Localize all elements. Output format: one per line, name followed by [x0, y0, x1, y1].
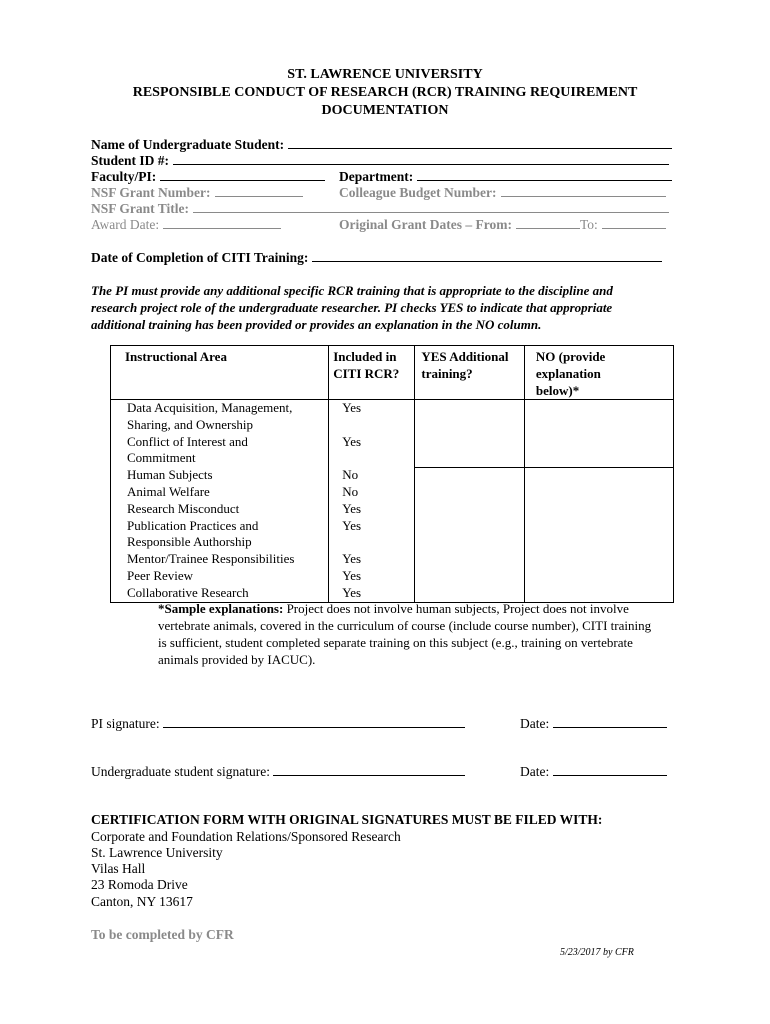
included-value: No	[342, 467, 359, 483]
faculty-label: Faculty/PI:	[91, 169, 157, 184]
areas-column	[111, 400, 329, 603]
student-date-line[interactable]	[553, 763, 667, 776]
header-included	[329, 346, 415, 400]
department-line[interactable]	[417, 168, 672, 181]
nsf-grant-title-label: NSF Grant Title:	[91, 201, 190, 216]
filing-heading: CERTIFICATION FORM WITH ORIGINAL SIGNATURES MUST BE FILED WITH:	[91, 812, 603, 827]
colleague-budget-label: Colleague Budget Number:	[339, 185, 497, 200]
no-column[interactable]	[524, 400, 673, 603]
sample-text: vertebrate animals, covered in the curriculum of course (include course number), CITI training	[158, 618, 652, 633]
rcr-training-table	[110, 345, 674, 603]
included-value: Yes	[342, 500, 362, 516]
header-instructional-area	[111, 346, 329, 400]
student-signature-field[interactable]	[91, 763, 465, 780]
table-header-row	[111, 346, 674, 400]
nsf-grant-title-line[interactable]	[193, 200, 669, 213]
student-date-field[interactable]	[520, 763, 667, 780]
included-value: Yes	[342, 400, 362, 415]
student-date-label: Date:	[520, 764, 550, 779]
award-date-line[interactable]	[163, 216, 281, 229]
award-date-label: Award Date:	[91, 217, 160, 232]
yes-column[interactable]	[415, 400, 524, 603]
pi-date-field[interactable]	[520, 715, 667, 732]
title-university: ST. LAWRENCE UNIVERSITY	[287, 67, 483, 82]
area-label: Publication Practices and	[127, 517, 259, 533]
area-label: Data Acquisition, Management,	[127, 400, 293, 415]
included-column	[329, 400, 415, 603]
title-rcr: RESPONSIBLE CONDUCT OF RESEARCH (RCR) TRAINING REQUIREMENT	[132, 85, 638, 100]
nsf-grant-number-label: NSF Grant Number:	[91, 185, 211, 200]
area-label: Conflict of Interest and	[127, 433, 248, 449]
pi-date-line[interactable]	[553, 715, 667, 728]
header-yes-line1: YES Additional	[421, 349, 509, 364]
student-signature-label: Undergraduate student signature:	[91, 764, 270, 779]
included-value: Yes	[342, 551, 362, 567]
area-label: Animal Welfare	[127, 483, 210, 499]
no-cell[interactable]	[525, 468, 673, 602]
header-area-text: Instructional Area	[125, 349, 227, 364]
original-dates-label: Original Grant Dates – From:	[339, 217, 512, 232]
field-original-dates[interactable]	[339, 216, 666, 234]
instructions-line-2: research project role of the undergraduate researcher. PI checks YES to indicate that appropriate	[91, 300, 613, 315]
area-label: Mentor/Trainee Responsibilities	[127, 551, 295, 567]
title-documentation: DOCUMENTATION	[321, 103, 449, 118]
area-label: Collaborative Research	[127, 584, 249, 600]
header-yes-additional	[415, 346, 524, 400]
included-value: Yes	[342, 567, 362, 583]
header-yes-line2: training?	[421, 366, 473, 381]
address-line: Canton, NY 13617	[91, 894, 193, 909]
sample-label: *Sample explanations:	[158, 601, 284, 616]
field-citi-date[interactable]	[91, 249, 662, 267]
to-label: To:	[579, 217, 598, 232]
student-id-label: Student ID #:	[91, 153, 170, 168]
header-no-explanation	[524, 346, 673, 400]
included-value: No	[342, 483, 359, 499]
instructions-line-3: additional training has been provided or provides an explanation in the NO column.	[91, 317, 542, 332]
revision-date: 5/23/2017 by CFR	[560, 947, 634, 958]
address-line: St. Lawrence University	[91, 845, 223, 860]
area-label: Human Subjects	[127, 467, 213, 483]
header-included-line1: Included in	[333, 349, 397, 364]
sample-text: is sufficient, student completed separate training on this subject (e.g., training on vertebrate	[158, 635, 633, 650]
area-label: Sharing, and Ownership	[127, 416, 254, 432]
included-value: Yes	[342, 517, 362, 533]
address-line: Corporate and Foundation Relations/Sponsored Research	[91, 829, 401, 844]
cfr-note: To be completed by CFR	[91, 927, 234, 942]
sample-text: animals provided by IACUC).	[158, 652, 316, 667]
yes-cell[interactable]	[415, 400, 523, 468]
address-line: Vilas Hall	[91, 861, 146, 876]
included-value: Yes	[342, 433, 362, 449]
header-no-line2: below)*	[535, 383, 580, 398]
header-included-line2: CITI RCR?	[333, 366, 400, 381]
field-award-date[interactable]	[91, 216, 281, 234]
pi-signature-label: PI signature:	[91, 716, 160, 731]
area-label: Peer Review	[127, 567, 194, 583]
student-name-line[interactable]	[288, 136, 672, 149]
instructions-line-1: The PI must provide any additional specific RCR training that is appropriate to the discipline and	[91, 283, 613, 298]
original-dates-from-line[interactable]	[516, 216, 580, 229]
sample-explanations	[158, 600, 678, 668]
area-label: Commitment	[127, 450, 196, 466]
header-no-line1: NO (provide explanation	[535, 349, 606, 381]
included-value: Yes	[342, 584, 362, 600]
area-label: Responsible Authorship	[127, 534, 252, 550]
table-row	[111, 400, 674, 603]
yes-cell[interactable]	[415, 468, 523, 602]
student-signature-line[interactable]	[273, 763, 465, 776]
department-label: Department:	[339, 169, 414, 184]
pi-date-label: Date:	[520, 716, 550, 731]
sample-text: Project does not involve human subjects, Project does not involve	[283, 601, 629, 616]
area-label: Research Misconduct	[127, 500, 240, 516]
pi-signature-line[interactable]	[163, 715, 465, 728]
nsf-grant-number-line[interactable]	[215, 184, 303, 197]
pi-signature-field[interactable]	[91, 715, 465, 732]
faculty-line[interactable]	[160, 168, 325, 181]
student-name-label: Name of Undergraduate Student:	[91, 137, 285, 152]
citi-date-line[interactable]	[312, 249, 662, 262]
citi-date-label: Date of Completion of CITI Training:	[91, 250, 309, 265]
original-dates-to-line[interactable]	[602, 216, 666, 229]
student-id-line[interactable]	[173, 152, 669, 165]
address-line: 23 Romoda Drive	[91, 877, 188, 892]
no-cell[interactable]	[525, 400, 673, 468]
colleague-budget-line[interactable]	[501, 184, 666, 197]
